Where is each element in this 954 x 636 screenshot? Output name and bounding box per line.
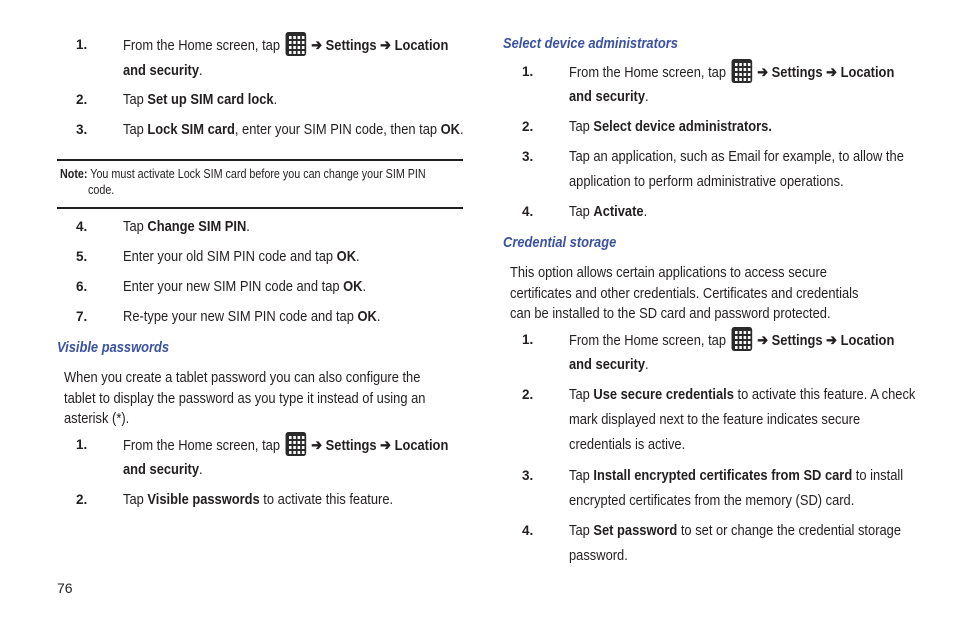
apps-grid-dot bbox=[302, 441, 305, 444]
apps-grid-dot bbox=[743, 341, 746, 344]
apps-grid-dot bbox=[743, 336, 746, 339]
note-box bbox=[57, 159, 463, 209]
section-heading: Visible passwords bbox=[57, 339, 170, 356]
step-number: 4. bbox=[76, 219, 88, 234]
step-text: Tap Set password to set or change the credential storage bbox=[569, 522, 902, 539]
apps-grid-dot bbox=[748, 63, 751, 66]
apps-grid-dot bbox=[293, 441, 296, 444]
apps-grid-dot bbox=[297, 36, 300, 39]
step-text-line3: credentials is active. bbox=[569, 436, 686, 453]
apps-grid-dot bbox=[289, 446, 292, 449]
step-text: Tap Visible passwords to activate this feature. bbox=[123, 491, 394, 508]
apps-grid-dot bbox=[289, 441, 292, 444]
step-text: Enter your old SIM PIN code and tap OK. bbox=[123, 248, 360, 265]
step-number: 2. bbox=[76, 492, 88, 507]
apps-grid-dot bbox=[739, 331, 742, 334]
step-text-line2: and security. bbox=[569, 88, 649, 105]
apps-grid-dot bbox=[739, 341, 742, 344]
apps-grid-dot bbox=[289, 41, 292, 44]
apps-grid-dot bbox=[735, 336, 738, 339]
apps-grid-dot bbox=[743, 73, 746, 76]
step-number: 1. bbox=[522, 64, 534, 79]
step-number: 7. bbox=[76, 309, 88, 324]
step-text: Tap an application, such as Email for example, to allow the bbox=[569, 148, 904, 165]
apps-grid-dot bbox=[748, 73, 751, 76]
apps-grid-dot bbox=[289, 436, 292, 439]
apps-grid-dot bbox=[293, 36, 296, 39]
step-text: From the Home screen, tap ➔ Settings ➔ Location bbox=[123, 32, 501, 58]
step-number: 1. bbox=[522, 332, 534, 347]
step-number: 2. bbox=[522, 119, 534, 134]
apps-grid-dot bbox=[735, 346, 738, 349]
apps-grid-dot bbox=[748, 68, 751, 71]
step-number: 1. bbox=[76, 437, 88, 452]
step-text: Tap Lock SIM card, enter your SIM PIN code, then tap OK. bbox=[123, 121, 464, 138]
note-line-2: code. bbox=[88, 183, 115, 197]
step-number: 5. bbox=[76, 249, 88, 264]
step-number: 3. bbox=[522, 468, 534, 483]
apps-grid-dot bbox=[735, 341, 738, 344]
step-text-line2: and security. bbox=[123, 461, 203, 478]
step-number: 3. bbox=[522, 149, 534, 164]
step-text-line2: and security. bbox=[569, 356, 649, 373]
apps-grid-icon bbox=[285, 32, 306, 56]
apps-grid-dot bbox=[297, 46, 300, 49]
step-text: From the Home screen, tap ➔ Settings ➔ Location bbox=[123, 432, 501, 458]
apps-grid-dot bbox=[293, 46, 296, 49]
apps-grid-dot bbox=[302, 446, 305, 449]
apps-grid-dot bbox=[293, 41, 296, 44]
apps-grid-dot bbox=[297, 441, 300, 444]
apps-grid-dot bbox=[739, 78, 742, 81]
apps-grid-dot bbox=[743, 68, 746, 71]
step-text: Tap Select device administrators. bbox=[569, 118, 772, 135]
apps-grid-dot bbox=[735, 63, 738, 66]
step-text-line2: mark displayed next to the feature indicates secure bbox=[569, 411, 861, 428]
apps-grid-dot bbox=[735, 78, 738, 81]
apps-grid-dot bbox=[302, 41, 305, 44]
step-text: From the Home screen, tap ➔ Settings ➔ Location bbox=[569, 327, 947, 353]
step-text: Enter your new SIM PIN code and tap OK. bbox=[123, 278, 367, 295]
section-heading: Select device administrators bbox=[503, 35, 678, 52]
apps-grid-dot bbox=[739, 346, 742, 349]
apps-grid-dot bbox=[289, 451, 292, 454]
apps-grid-dot bbox=[743, 346, 746, 349]
apps-grid-dot bbox=[743, 331, 746, 334]
section-paragraph: When you create a tablet password you can also configure the tablet to display the password as you type it instead of using an asterisk (*). bbox=[64, 369, 426, 427]
note-line-1: Note: You must activate Lock SIM card before you can change your SIM PIN bbox=[60, 167, 426, 181]
step-number: 3. bbox=[76, 122, 88, 137]
apps-grid-dot bbox=[735, 331, 738, 334]
apps-grid-dot bbox=[743, 78, 746, 81]
step-text: From the Home screen, tap ➔ Settings ➔ Location bbox=[569, 59, 947, 85]
apps-grid-dot bbox=[743, 63, 746, 66]
apps-grid-dot bbox=[302, 436, 305, 439]
section-paragraph: This option allows certain applications to access secure certificates and other credentials. Certificates and credentials can be installed to the SD card and password protected. bbox=[510, 264, 859, 322]
step-number: 1. bbox=[76, 37, 88, 52]
step-number: 6. bbox=[76, 279, 88, 294]
step-text-line2: application to perform administrative operations. bbox=[569, 173, 844, 190]
apps-grid-dot bbox=[302, 46, 305, 49]
apps-grid-dot bbox=[748, 336, 751, 339]
step-text: Tap Activate. bbox=[569, 203, 648, 220]
apps-grid-dot bbox=[293, 446, 296, 449]
apps-grid-dot bbox=[297, 451, 300, 454]
step-text-line2: encrypted certificates from the memory (SD) card. bbox=[569, 492, 855, 509]
step-number: 2. bbox=[76, 92, 88, 107]
apps-grid-dot bbox=[297, 436, 300, 439]
apps-grid-dot bbox=[739, 336, 742, 339]
page-number: 76 bbox=[57, 580, 73, 596]
apps-grid-dot bbox=[739, 73, 742, 76]
step-text: Tap Change SIM PIN. bbox=[123, 218, 250, 235]
step-text: Tap Set up SIM card lock. bbox=[123, 91, 278, 108]
apps-grid-dot bbox=[289, 36, 292, 39]
apps-grid-dot bbox=[302, 36, 305, 39]
apps-grid-icon bbox=[731, 59, 752, 83]
apps-grid-dot bbox=[735, 73, 738, 76]
apps-grid-dot bbox=[293, 436, 296, 439]
section-heading: Credential storage bbox=[503, 234, 617, 251]
apps-grid-dot bbox=[297, 446, 300, 449]
apps-grid-dot bbox=[748, 341, 751, 344]
apps-grid-dot bbox=[293, 51, 296, 54]
apps-grid-dot bbox=[739, 63, 742, 66]
step-text: Tap Install encrypted certificates from SD card to install bbox=[569, 467, 904, 484]
step-number: 4. bbox=[522, 204, 534, 219]
apps-grid-dot bbox=[739, 68, 742, 71]
step-text: Tap Use secure credentials to activate this feature. A check bbox=[569, 386, 916, 403]
apps-grid-dot bbox=[748, 331, 751, 334]
apps-grid-icon bbox=[285, 432, 306, 456]
step-text-line2: password. bbox=[569, 547, 628, 564]
apps-grid-dot bbox=[735, 68, 738, 71]
apps-grid-dot bbox=[748, 346, 751, 349]
step-number: 2. bbox=[522, 387, 534, 402]
apps-grid-dot bbox=[297, 51, 300, 54]
apps-grid-icon bbox=[731, 327, 752, 351]
step-number: 4. bbox=[522, 523, 534, 538]
step-text: Re-type your new SIM PIN code and tap OK. bbox=[123, 308, 381, 325]
apps-grid-dot bbox=[293, 451, 296, 454]
apps-grid-dot bbox=[297, 41, 300, 44]
apps-grid-dot bbox=[289, 51, 292, 54]
apps-grid-dot bbox=[289, 46, 292, 49]
apps-grid-dot bbox=[748, 78, 751, 81]
apps-grid-dot bbox=[302, 451, 305, 454]
apps-grid-dot bbox=[302, 51, 305, 54]
step-text-line2: and security. bbox=[123, 62, 203, 79]
